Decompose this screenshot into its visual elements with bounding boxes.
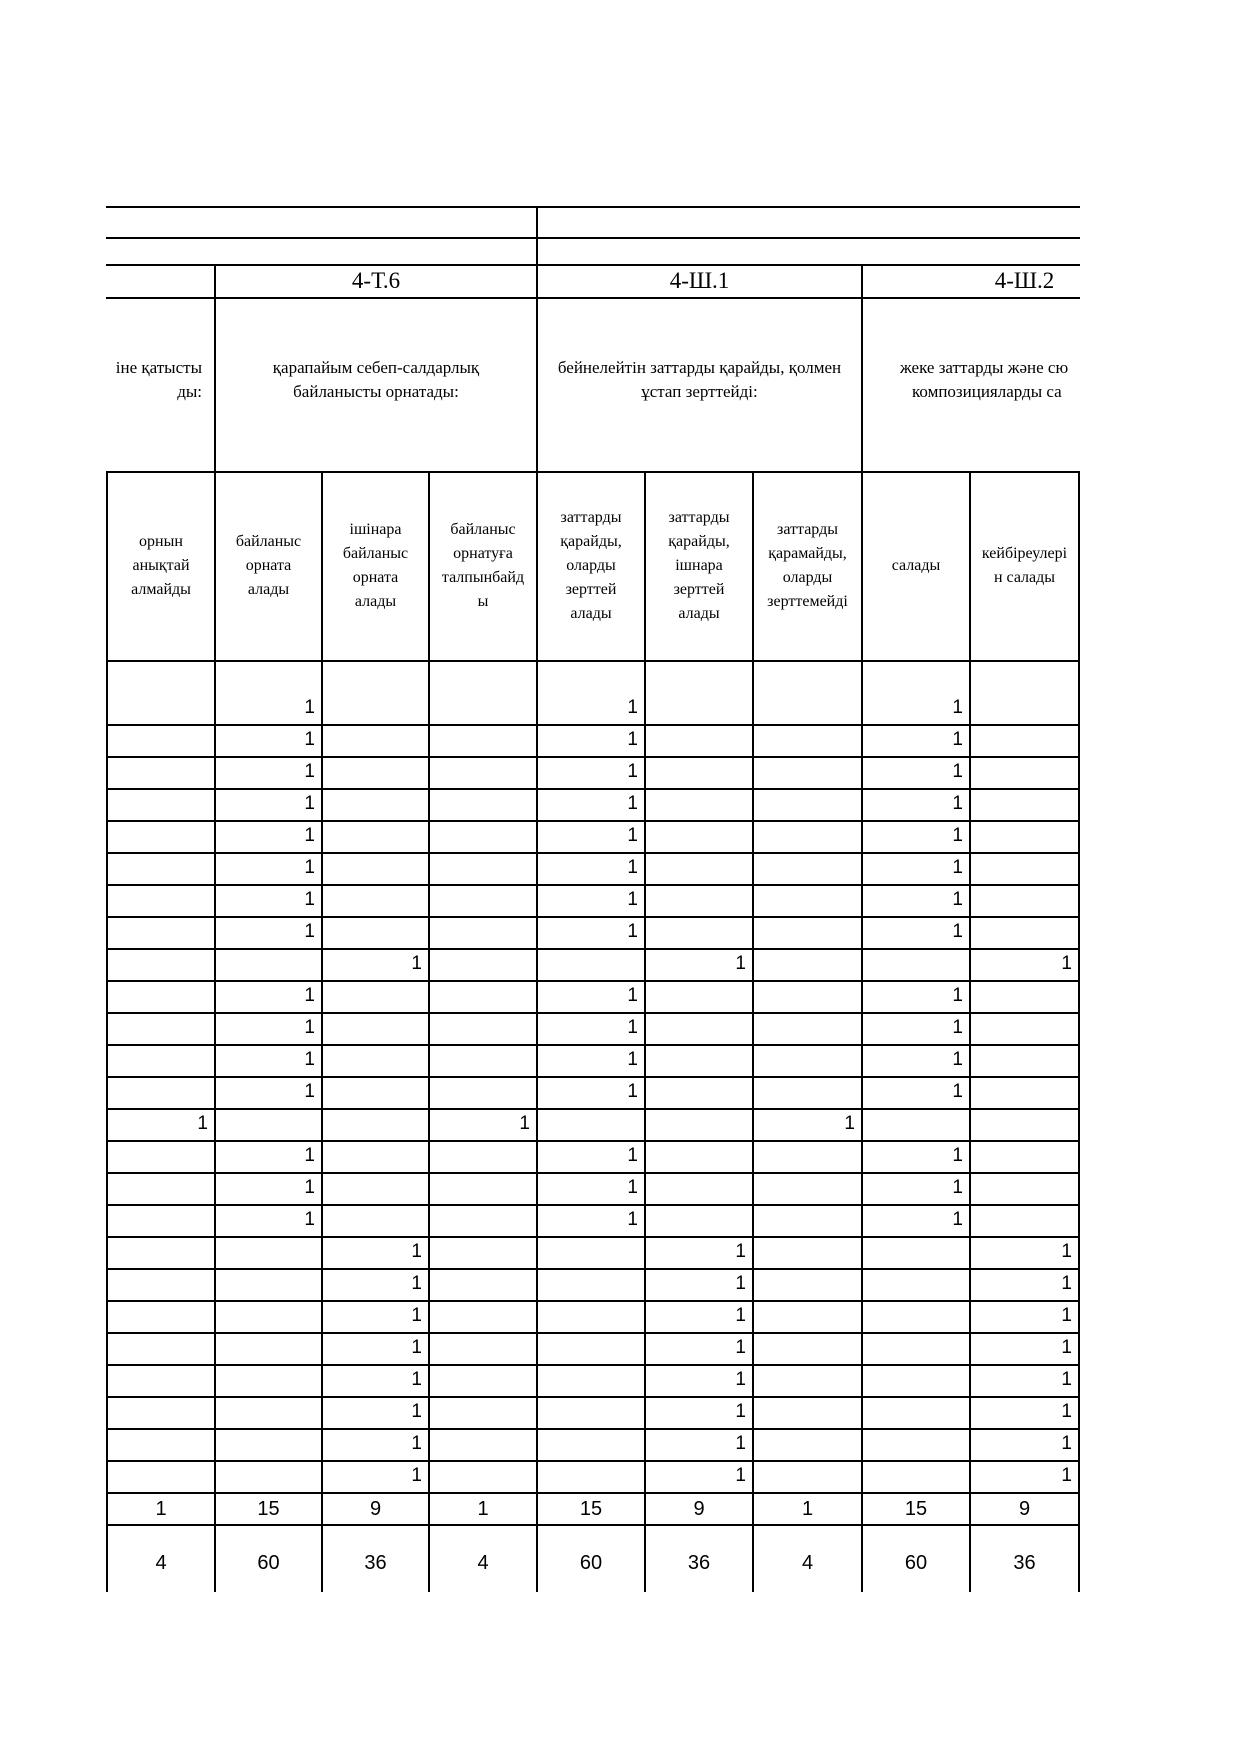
table-cell bbox=[430, 725, 536, 755]
table-cell bbox=[754, 1365, 861, 1395]
table-cell: 1 bbox=[735, 1241, 746, 1262]
table-cell bbox=[323, 1109, 428, 1139]
table-cell: 1 bbox=[411, 1305, 422, 1326]
total-cell: 9 bbox=[693, 1498, 705, 1520]
table-cell bbox=[216, 1461, 321, 1491]
table-cell bbox=[754, 693, 861, 723]
description-4-sh2: жеке заттарды және сю композицияларды са bbox=[900, 358, 1069, 401]
table-cell: 1 bbox=[952, 921, 963, 942]
table-cell bbox=[323, 917, 428, 947]
table-cell bbox=[538, 1269, 644, 1299]
table-cell bbox=[108, 885, 214, 915]
subheader-cell: заттарды қарайды, оларды зерттей алады bbox=[560, 509, 622, 622]
table-cell: 1 bbox=[627, 729, 638, 750]
table-cell bbox=[108, 917, 214, 947]
table-cell: 1 bbox=[627, 857, 638, 878]
header-rule bbox=[106, 206, 1080, 208]
table-cell: 1 bbox=[1061, 953, 1072, 974]
table-cell bbox=[754, 1013, 861, 1043]
percentage-cell: 36 bbox=[1013, 1552, 1036, 1574]
table-cell bbox=[646, 1205, 752, 1235]
table-cell: 1 bbox=[952, 1145, 963, 1166]
table-cell bbox=[108, 1397, 214, 1427]
table-cell bbox=[754, 1429, 861, 1459]
table-cell bbox=[323, 1013, 428, 1043]
table-cell bbox=[754, 949, 861, 979]
table-cell: 1 bbox=[735, 1401, 746, 1422]
table-cell bbox=[323, 821, 428, 851]
table-cell: 1 bbox=[304, 921, 315, 942]
table-cell: 1 bbox=[1061, 1401, 1072, 1422]
table-cell: 1 bbox=[735, 1273, 746, 1294]
table-cell bbox=[754, 1205, 861, 1235]
table-cell bbox=[971, 1045, 1078, 1075]
table-cell bbox=[216, 1301, 321, 1331]
table-cell bbox=[971, 1141, 1078, 1171]
table-cell bbox=[646, 885, 752, 915]
percentage-cell: 60 bbox=[579, 1552, 603, 1574]
subheader-cell: ішінара байланыс орната алады bbox=[342, 521, 409, 610]
code-4-t6: 4-Т.6 bbox=[351, 268, 401, 293]
table-cell bbox=[646, 821, 752, 851]
table-cell: 1 bbox=[627, 985, 638, 1006]
table-cell bbox=[430, 693, 536, 723]
table-cell bbox=[108, 725, 214, 755]
table-cell bbox=[971, 917, 1078, 947]
table-cell: 1 bbox=[952, 1209, 963, 1230]
table-cell bbox=[538, 1365, 644, 1395]
code-4-sh2: 4-Ш.2 bbox=[994, 268, 1055, 293]
table-cell: 1 bbox=[411, 953, 422, 974]
table-cell bbox=[430, 1397, 536, 1427]
table-cell: 1 bbox=[735, 1433, 746, 1454]
table-cell: 1 bbox=[627, 1209, 638, 1230]
table-cell bbox=[430, 1429, 536, 1459]
table-cell: 1 bbox=[1061, 1241, 1072, 1262]
table-cell: 1 bbox=[1061, 1337, 1072, 1358]
table-cell bbox=[323, 981, 428, 1011]
subheader-cell: заттарды қарайды, ішнара зерттей алады bbox=[668, 509, 730, 622]
subheader-cell: заттарды қарамайды, оларды зерттемейді bbox=[767, 521, 848, 610]
table-cell bbox=[863, 1461, 969, 1491]
percentage-cell: 36 bbox=[687, 1552, 711, 1574]
table-cell: 1 bbox=[627, 793, 638, 814]
table-cell bbox=[538, 1397, 644, 1427]
total-cell: 1 bbox=[801, 1498, 814, 1520]
table-cell bbox=[430, 1205, 536, 1235]
table-cell bbox=[430, 1333, 536, 1363]
table-cell: 1 bbox=[952, 1017, 963, 1038]
table-cell bbox=[108, 1301, 214, 1331]
table-cell bbox=[430, 1077, 536, 1107]
table-cell: 1 bbox=[304, 1081, 315, 1102]
table-cell: 1 bbox=[627, 1177, 638, 1198]
table-cell bbox=[863, 949, 969, 979]
table-cell bbox=[971, 725, 1078, 755]
table-cell: 1 bbox=[952, 761, 963, 782]
percentage-cell: 60 bbox=[257, 1552, 280, 1574]
table-cell: 1 bbox=[627, 1081, 638, 1102]
header-rule bbox=[106, 297, 1080, 299]
table-cell bbox=[430, 1365, 536, 1395]
table-cell bbox=[430, 1461, 536, 1491]
table-cell bbox=[863, 1269, 969, 1299]
table-cell: 1 bbox=[411, 1433, 422, 1454]
table-cell bbox=[108, 1461, 214, 1491]
table-cell bbox=[108, 757, 214, 787]
table-cell bbox=[971, 981, 1078, 1011]
table-cell: 1 bbox=[411, 1337, 422, 1358]
table-cell bbox=[754, 1397, 861, 1427]
table-cell: 1 bbox=[304, 985, 315, 1006]
table-cell bbox=[863, 1333, 969, 1363]
table-cell bbox=[971, 757, 1078, 787]
table-cell bbox=[754, 1077, 861, 1107]
table-cell: 1 bbox=[304, 761, 315, 782]
table-cell bbox=[538, 949, 644, 979]
table-cell: 1 bbox=[735, 953, 746, 974]
table-cell bbox=[971, 1173, 1078, 1203]
table-cell: 1 bbox=[519, 1113, 530, 1134]
table-cell bbox=[216, 1333, 321, 1363]
table-cell: 1 bbox=[411, 1465, 422, 1486]
table-cell: 1 bbox=[304, 825, 315, 846]
table-cell bbox=[108, 1045, 214, 1075]
table-cell bbox=[430, 1269, 536, 1299]
total-cell: 15 bbox=[257, 1498, 280, 1520]
table-cell bbox=[430, 757, 536, 787]
table-cell bbox=[323, 1141, 428, 1171]
table-cell bbox=[108, 1365, 214, 1395]
table-cell: 1 bbox=[304, 1017, 315, 1038]
table-cell bbox=[108, 1173, 214, 1203]
table-cell bbox=[430, 1301, 536, 1331]
table-cell bbox=[646, 693, 752, 723]
table-cell bbox=[754, 1173, 861, 1203]
table-cell bbox=[971, 789, 1078, 819]
table-cell: 1 bbox=[304, 1049, 315, 1070]
description-clipped-left: іне қатысты ды: bbox=[115, 358, 202, 401]
total-cell: 15 bbox=[579, 1498, 603, 1520]
table-cell bbox=[323, 693, 428, 723]
subheader-cell: салады bbox=[891, 557, 941, 574]
table-cell bbox=[971, 821, 1078, 851]
grid-column-line bbox=[1078, 471, 1080, 1592]
table-cell bbox=[646, 853, 752, 883]
table-cell: 1 bbox=[627, 921, 638, 942]
table-cell bbox=[323, 1045, 428, 1075]
table-cell bbox=[430, 821, 536, 851]
table-cell bbox=[216, 949, 321, 979]
table-cell bbox=[108, 1205, 214, 1235]
table-cell: 1 bbox=[1061, 1465, 1072, 1486]
table-cell bbox=[646, 1141, 752, 1171]
table-cell bbox=[430, 853, 536, 883]
table-cell bbox=[538, 1461, 644, 1491]
table-cell bbox=[754, 1045, 861, 1075]
table-cell: 1 bbox=[304, 857, 315, 878]
table-cell bbox=[754, 1333, 861, 1363]
description-4-t6: қарапайым себеп-салдарлық байланысты орнатады: bbox=[272, 358, 480, 401]
table-cell bbox=[216, 1429, 321, 1459]
table-cell bbox=[971, 885, 1078, 915]
table-cell bbox=[754, 789, 861, 819]
table-cell: 1 bbox=[952, 729, 963, 750]
table-cell bbox=[216, 1237, 321, 1267]
table-cell bbox=[971, 1077, 1078, 1107]
table-cell bbox=[323, 1077, 428, 1107]
table-cell bbox=[216, 1269, 321, 1299]
table-cell bbox=[646, 1077, 752, 1107]
subheader-cell: байланыс орнатуға талпынбайд ы bbox=[441, 521, 525, 610]
table-cell: 1 bbox=[411, 1241, 422, 1262]
table-cell bbox=[430, 1141, 536, 1171]
table-cell: 1 bbox=[735, 1337, 746, 1358]
table-cell bbox=[323, 885, 428, 915]
table-cell bbox=[538, 1333, 644, 1363]
percentage-cell: 4 bbox=[801, 1552, 814, 1574]
table-cell bbox=[754, 725, 861, 755]
header-rule bbox=[106, 237, 1080, 239]
table-cell: 1 bbox=[627, 761, 638, 782]
table-cell bbox=[323, 1205, 428, 1235]
table-cell: 1 bbox=[952, 1049, 963, 1070]
table-cell bbox=[216, 1109, 321, 1139]
table-cell bbox=[971, 1109, 1078, 1139]
table-cell bbox=[108, 981, 214, 1011]
table-cell bbox=[430, 981, 536, 1011]
table-cell bbox=[754, 981, 861, 1011]
percentage-cell: 4 bbox=[155, 1552, 167, 1574]
table-cell bbox=[863, 1365, 969, 1395]
table-cell: 1 bbox=[1061, 1369, 1072, 1390]
table-cell bbox=[108, 693, 214, 723]
table-cell: 1 bbox=[304, 697, 315, 718]
total-cell: 1 bbox=[155, 1498, 167, 1520]
header-divider bbox=[536, 206, 538, 473]
table-cell: 1 bbox=[952, 889, 963, 910]
table-cell: 1 bbox=[952, 1177, 963, 1198]
table-cell bbox=[430, 789, 536, 819]
total-cell: 15 bbox=[904, 1498, 928, 1520]
table-cell bbox=[754, 917, 861, 947]
table-cell bbox=[646, 1173, 752, 1203]
table-cell: 1 bbox=[627, 697, 638, 718]
table-cell bbox=[646, 1109, 752, 1139]
grid-row-line bbox=[106, 660, 1080, 662]
table-cell bbox=[108, 789, 214, 819]
table-cell: 1 bbox=[411, 1273, 422, 1294]
table-cell: 1 bbox=[1061, 1305, 1072, 1326]
table-cell bbox=[646, 981, 752, 1011]
table-cell: 1 bbox=[627, 1145, 638, 1166]
table-cell: 1 bbox=[1061, 1273, 1072, 1294]
table-cell: 1 bbox=[304, 1177, 315, 1198]
table-cell: 1 bbox=[627, 889, 638, 910]
table-cell bbox=[323, 725, 428, 755]
table-cell bbox=[646, 917, 752, 947]
table-cell bbox=[538, 1109, 644, 1139]
table-cell: 1 bbox=[304, 889, 315, 910]
subheader-cell: кейбіреулері н салады bbox=[981, 545, 1068, 586]
table-cell bbox=[863, 1301, 969, 1331]
table-cell: 1 bbox=[952, 697, 963, 718]
table-cell: 1 bbox=[735, 1369, 746, 1390]
table-cell: 1 bbox=[411, 1401, 422, 1422]
table-cell bbox=[108, 1269, 214, 1299]
table-cell bbox=[754, 1269, 861, 1299]
table-cell bbox=[108, 1237, 214, 1267]
table-cell bbox=[971, 693, 1078, 723]
table-cell bbox=[646, 1013, 752, 1043]
total-cell: 9 bbox=[1018, 1498, 1031, 1520]
table-cell bbox=[108, 1013, 214, 1043]
table-cell bbox=[108, 821, 214, 851]
table-cell bbox=[430, 1173, 536, 1203]
table-cell: 1 bbox=[952, 825, 963, 846]
table-cell bbox=[538, 1429, 644, 1459]
table-cell bbox=[754, 885, 861, 915]
table-cell bbox=[108, 1077, 214, 1107]
table-cell bbox=[646, 789, 752, 819]
table-cell bbox=[863, 1237, 969, 1267]
table-cell bbox=[754, 1141, 861, 1171]
table-cell: 1 bbox=[952, 857, 963, 878]
table-cell bbox=[108, 1429, 214, 1459]
table-cell bbox=[430, 1013, 536, 1043]
table-cell: 1 bbox=[844, 1113, 855, 1134]
table-cell bbox=[863, 1397, 969, 1427]
table-cell: 1 bbox=[627, 825, 638, 846]
table-cell bbox=[971, 1013, 1078, 1043]
table-cell bbox=[430, 917, 536, 947]
table-cell bbox=[108, 853, 214, 883]
subheader-cell: орнын анықтай алмайды bbox=[131, 533, 191, 598]
subheader-cell: байланыс орната алады bbox=[235, 533, 302, 598]
table-cell bbox=[323, 789, 428, 819]
table-cell bbox=[430, 949, 536, 979]
table-cell bbox=[863, 1429, 969, 1459]
table-cell bbox=[754, 821, 861, 851]
table-cell bbox=[646, 725, 752, 755]
table-cell bbox=[863, 1109, 969, 1139]
table-cell: 1 bbox=[197, 1113, 208, 1134]
table-cell: 1 bbox=[411, 1369, 422, 1390]
table-cell: 1 bbox=[952, 985, 963, 1006]
table-cell bbox=[216, 1365, 321, 1395]
table-cell: 1 bbox=[304, 1145, 315, 1166]
table-cell bbox=[108, 1141, 214, 1171]
table-cell: 1 bbox=[952, 1081, 963, 1102]
table-cell: 1 bbox=[304, 793, 315, 814]
table-cell bbox=[754, 1237, 861, 1267]
total-cell: 1 bbox=[477, 1498, 489, 1520]
table-cell bbox=[323, 757, 428, 787]
table-cell bbox=[646, 757, 752, 787]
table-cell: 1 bbox=[304, 1209, 315, 1230]
table-cell bbox=[754, 1301, 861, 1331]
table-cell bbox=[216, 1397, 321, 1427]
description-4-sh1: бейнелейтін заттарды қарайды, қолмен ұстап зерттейді: bbox=[557, 358, 842, 401]
table-cell bbox=[538, 1237, 644, 1267]
code-4-sh1: 4-Ш.1 bbox=[669, 268, 730, 293]
percentage-cell: 36 bbox=[364, 1552, 387, 1574]
table-cell bbox=[538, 1301, 644, 1331]
table-cell: 1 bbox=[735, 1465, 746, 1486]
table-cell bbox=[430, 1045, 536, 1075]
table-cell: 1 bbox=[627, 1017, 638, 1038]
table-cell: 1 bbox=[304, 729, 315, 750]
table-cell bbox=[646, 1045, 752, 1075]
table-cell: 1 bbox=[952, 793, 963, 814]
table-cell bbox=[971, 853, 1078, 883]
table-cell bbox=[430, 1237, 536, 1267]
table-cell bbox=[108, 1333, 214, 1363]
table-cell bbox=[323, 853, 428, 883]
table-cell bbox=[430, 885, 536, 915]
total-cell: 9 bbox=[369, 1498, 382, 1520]
table-cell bbox=[754, 853, 861, 883]
table-cell: 1 bbox=[735, 1305, 746, 1326]
table-cell bbox=[754, 757, 861, 787]
assessment-table bbox=[106, 206, 1080, 1592]
table-cell: 1 bbox=[627, 1049, 638, 1070]
table-cell bbox=[754, 1461, 861, 1491]
table-cell bbox=[971, 1205, 1078, 1235]
table-cell bbox=[323, 1173, 428, 1203]
percentage-cell: 4 bbox=[477, 1552, 489, 1574]
percentage-cell: 60 bbox=[904, 1552, 928, 1574]
table-cell bbox=[108, 949, 214, 979]
table-cell: 1 bbox=[1061, 1433, 1072, 1454]
